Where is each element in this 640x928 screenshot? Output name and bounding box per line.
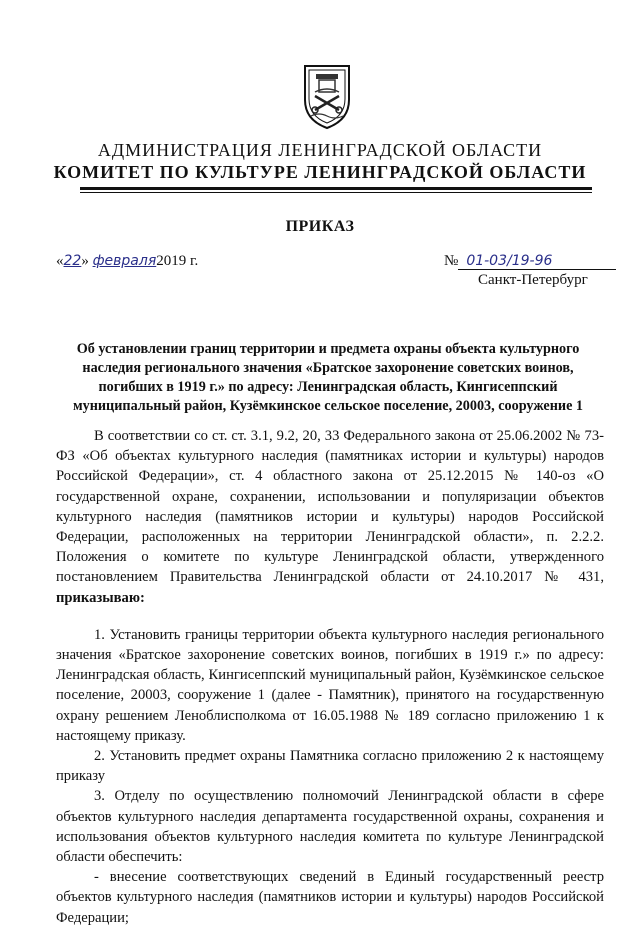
committee-title: КОМИТЕТ ПО КУЛЬТУРЕ ЛЕНИНГРАДСКОЙ ОБЛАСТИ xyxy=(53,162,587,182)
date-day: 22 xyxy=(63,253,82,269)
order-subject: Об установлении границ территории и предмета охраны объекта культурного наследия регионального значения «Братское захоронение советских воинов, погибших в 1919 г.» по адресу: Ленинградская область, Кингисеппский муниципальный район, Кузёмкинское сельское поселение, 20003, сооружение 1 xyxy=(72,341,584,414)
order-body xyxy=(56,426,604,928)
order-city: Санкт-Петербург xyxy=(478,272,588,288)
number-value: 01-03/19-96 xyxy=(458,253,616,270)
coat-of-arms-icon xyxy=(301,62,353,132)
preamble-text: В соответствии со ст. ст. 3.1, 9.2, 20, 33 Федерального закона от 25.06.2002 № 73-ФЗ «Об объектах культурного наследия (памятниках истории и культуры) народов Российской Федерации», ст. 4 областного закона от 25.12.2015 № 140-оз «О государственной охране, сохранении, использовании и популяризации объектов культурного наследия (памятников истории и культуры) народов Российской Федерации, расположенных на территории Ленинградской области», п. 2.2.2. Положения о комитете по культуре Ленинградской области, утвержденного постановлением Правительства Ленинградской области от 24.10.2017 № 431, xyxy=(56,428,604,586)
date-close-quote: » xyxy=(81,253,89,269)
administration-title: АДМИНИСТРАЦИЯ ЛЕНИНГРАДСКОЙ ОБЛАСТИ xyxy=(97,140,543,160)
item-1: 1. Установить границы территории объекта культурного наследия регионального значения «Братское захоронение советских воинов, погибших в 1919 г.» по адресу: Ленинградская область, Кингисеппский муниципальный район, Кузёмкинское сельское поселение, 20003, сооружение 1 (далее - Памятник), принятого на государственную охрану решением Леноблисполкома от 16.05.1988 № 189 согласно приложению 1 к настоящему приказу. xyxy=(56,626,604,744)
item-3: 3. Отделу по осуществлению полномочий Ленинградской области в сфере объектов культурного наследия департамента государственной охраны, сохранения и использования объектов культурного наследия комитета по культуре Ленинградской области обеспечить: xyxy=(56,788,604,866)
item-2: 2. Установить предмет охраны Памятника согласно приложению 2 к настоящему приказу xyxy=(56,748,604,785)
number-label: № xyxy=(444,253,459,269)
header-divider-thin xyxy=(80,192,592,193)
date-open-quote: « xyxy=(56,253,64,269)
order-title: ПРИКАЗ xyxy=(285,218,355,235)
order-word: приказываю: xyxy=(56,589,145,606)
order-number xyxy=(444,253,616,270)
date-year: 2019 г. xyxy=(156,253,199,269)
item-3-sub-1: - внесение соответствующих сведений в Единый государственный реестр объектов культурного наследия (памятников истории и культуры) народов Российской Федерации; xyxy=(56,869,604,926)
preamble-paragraph xyxy=(56,426,604,608)
order-date xyxy=(56,253,198,270)
date-month: февраля xyxy=(92,253,157,269)
header-divider-thick xyxy=(80,187,592,190)
